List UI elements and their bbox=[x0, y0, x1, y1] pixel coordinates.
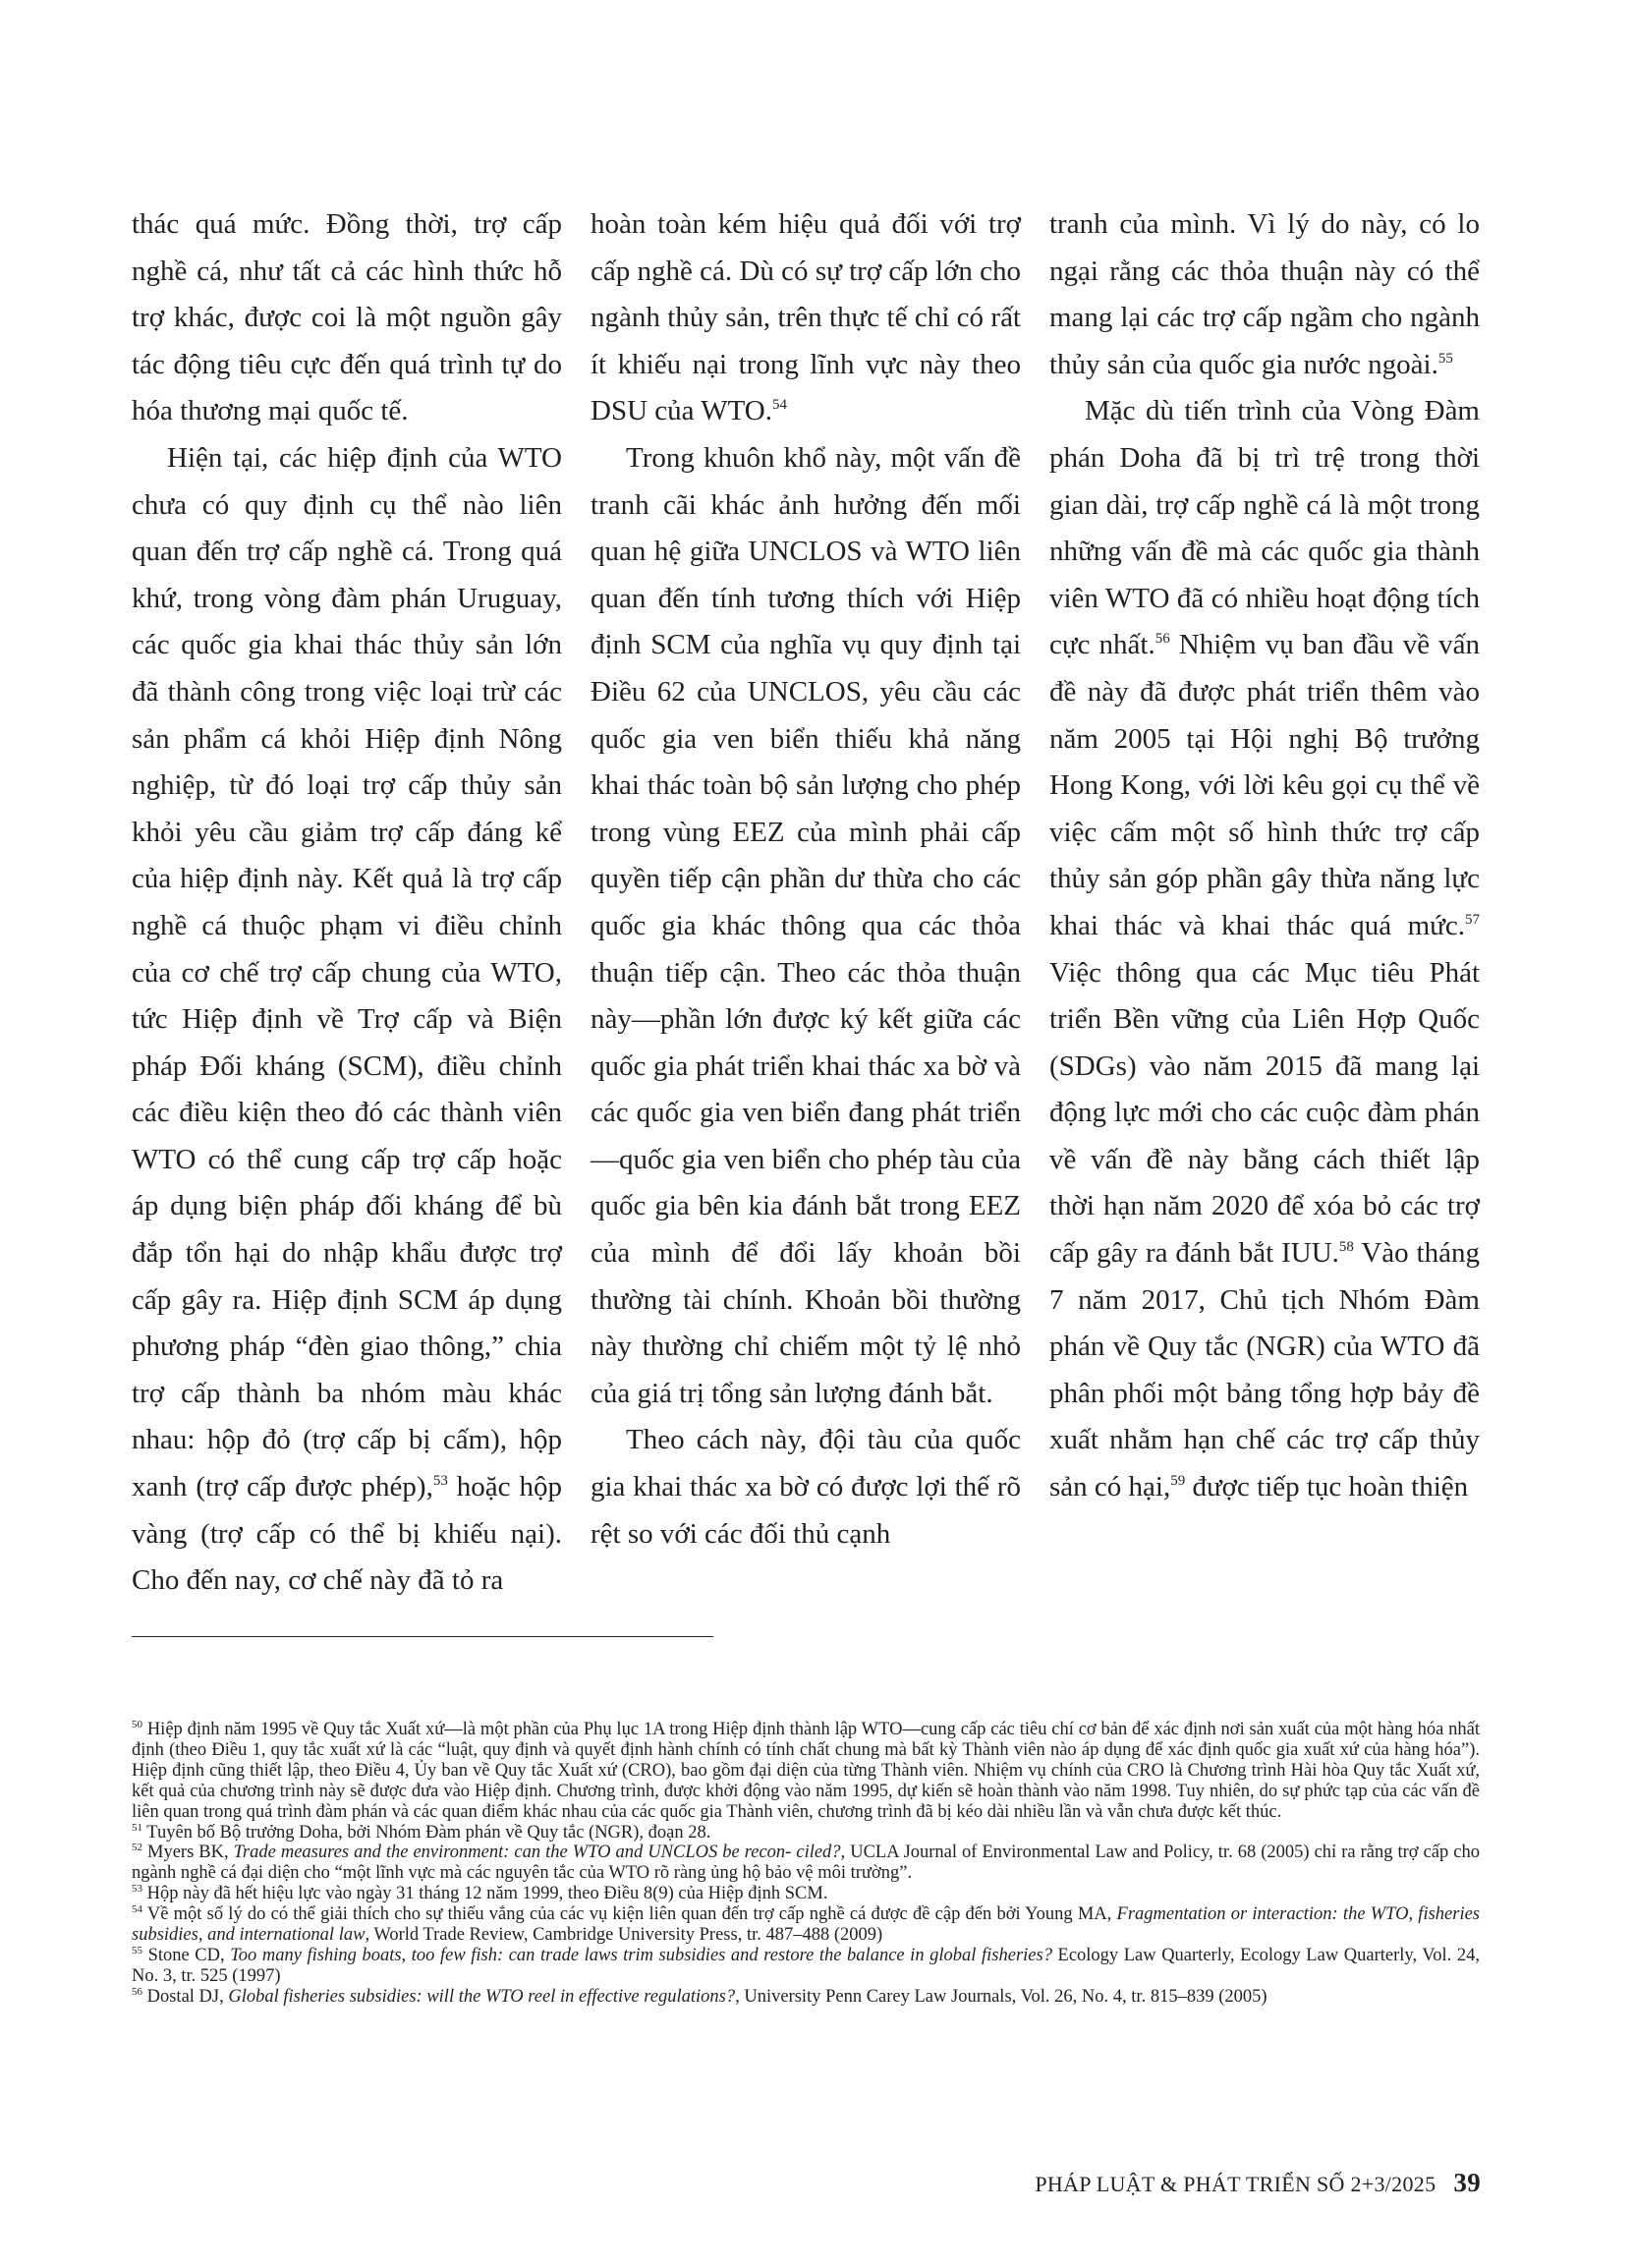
footnote-ref: 54 bbox=[772, 397, 787, 414]
page-footer bbox=[1035, 2168, 1481, 2198]
footnote bbox=[132, 1946, 1480, 1987]
footnote-ref: 58 bbox=[1338, 1239, 1354, 1256]
footnote-ref: 52 bbox=[132, 1842, 142, 1854]
footnote-ref: 50 bbox=[132, 1719, 142, 1730]
text-run: Tuyên bố Bộ trưởng Doha, bởi Nhóm Đàm phán về Quy tắc (NGR), đoạn 28. bbox=[142, 1822, 711, 1843]
footnote-ref: 55 bbox=[132, 1944, 142, 1956]
text-run: UCLA Journal of Environmental Law and Policy, tr. 68 (2005) chỉ ra rằng trợ cấp cho ngành nghề cá đại diện cho “một lĩnh vực mà các nguyên tắc của WTO rõ ràng ủng hộ bảo vệ môi trường”. bbox=[132, 1843, 1480, 1884]
footnote-ref: 59 bbox=[1170, 1473, 1186, 1490]
text-run: Nhiệm vụ ban đầu về vấn đề này đã được phát triển thêm vào năm 2005 tại Hội nghị Bộ trưởng Hong Kong, với lời kêu gọi cụ thể về việc cấm một số hình thức trợ cấp thủy sản góp phần gây thừa năng lực khai thác và khai thác quá mức. bbox=[1049, 629, 1480, 941]
journal-issue: PHÁP LUẬT & PHÁT TRIỂN SỐ 2+3/2025 bbox=[1035, 2172, 1436, 2196]
text-run: thác quá mức. Đồng thời, trợ cấp nghề cá, như tất cả các hình thức hỗ trợ khác, được coi là một nguồn gây tác động tiêu cực đến quá trình tự do hóa thương mại quốc tế. bbox=[132, 208, 562, 427]
footnote-ref: 53 bbox=[432, 1473, 448, 1490]
text-run: Hộp này đã hết hiệu lực vào ngày 31 tháng 12 năm 1999, theo Điều 8(9) của Hiệp định SCM. bbox=[142, 1884, 828, 1904]
text-run: , World Trade Review, Cambridge University Press, tr. 487–488 (2009) bbox=[365, 1925, 883, 1946]
text-column-3 bbox=[1049, 201, 1480, 1511]
text-run: Việc thông qua các Mục tiêu Phát triển Bền vững của Liên Hợp Quốc (SDGs) vào năm 2015 đã mang lại động lực mới cho các cuộc đàm phán về vấn đề này bằng cách thiết lập thời hạn năm 2020 để xóa bỏ các trợ cấp gây ra đánh bắt IUU. bbox=[1049, 956, 1480, 1270]
text-run: Trong khuôn khổ này, một vấn đề tranh cãi khác ảnh hưởng đến mối quan hệ giữa UNCLOS và WTO liên quan đến tính tương thích với Hiệp định SCM của nghĩa vụ quy định tại Điều 62 của UNCLOS, yêu cầu các quốc gia ven biển thiếu khả năng khai thác toàn bộ sản lượng cho phép trong vùng EEZ của mình phải cấp quyền tiếp cận phần dư thừa cho các quốc gia khác thông qua các thỏa thuận tiếp cận. Theo các thỏa thuận này—phần lớn được ký kết giữa các quốc gia phát triển khai thác xa bờ và các quốc gia ven biển đang phát triển—quốc gia ven biển cho phép tàu của quốc gia bên kia đánh bắt trong EEZ của mình để đổi lấy khoản bồi thường tài chính. Khoản bồi thường này thường chỉ chiếm một tỷ lệ nhỏ của giá trị tổng sản lượng đánh bắt. bbox=[591, 441, 1021, 1409]
footnote-ref: 51 bbox=[132, 1821, 142, 1834]
text-run: Hiệp định năm 1995 về Quy tắc Xuất xứ—là một phần của Phụ lục 1A trong Hiệp định thành lập WTO—cung cấp các tiêu chí cơ bản để xác định nơi sản xuất của một hàng hóa nhất định (theo Điều 1, quy tắc xuất xứ là các “luật, quy định và quyết định hành chính có tính chất chung mà bất kỳ Thành viên nào áp dụng để xác định quốc gia xuất xứ của hàng hóa”). Hiệp định cũng thiết lập, theo Điều 4, Ủy ban về Quy tắc Xuất xứ (CRO), bao gồm đại diện của từng Thành viên. Nhiệm vụ chính của CRO là Chương trình Hài hòa Quy tắc Xuất xứ, kết quả của chương trình này sẽ được đưa vào Hiệp định. Chương trình, được khởi động vào năm 1995, dự kiến sẽ hoàn thành vào năm 1998. Tuy nhiên, do sự phức tạp của các vấn đề liên quan trong quá trình đàm phán và các quan điểm khác nhau của các quốc gia Thành viên, chương trình đã bị kéo dài nhiều lần và vẫn chưa được kết thúc. bbox=[132, 1720, 1480, 1822]
text-run: Ecology Law Quarterly, Ecology Law Quarterly, Vol. 24, No. 3, tr. 525 (1997) bbox=[132, 1945, 1480, 1986]
text-run: Mặc dù tiến trình của Vòng Đàm phán Doha đã bị trì trệ trong thời gian dài, trợ cấp nghề cá là một trong những vấn đề mà các quốc gia thành viên WTO đã có nhiều hoạt động tích cực nhất. bbox=[1049, 395, 1480, 661]
footnote bbox=[132, 1987, 1480, 2008]
text-run: Hiện tại, các hiệp định của WTO chưa có quy định cụ thể nào liên quan đến trợ cấp nghề cá. Trong quá khứ, trong vòng đàm phán Uruguay, các quốc gia khai thác thủy sản lớn đã thành công trong việc loại trừ các sản phẩm cá khỏi Hiệp định Nông nghiệp, từ đó loại trợ cấp thủy sản khỏi yêu cầu giảm trợ cấp đáng kể của hiệp định này. Kết quả là trợ cấp nghề cá thuộc phạm vi điều chỉnh của cơ chế trợ cấp chung của WTO, tức Hiệp định về Trợ cấp và Biện pháp Đối kháng (SCM), điều chỉnh các điều kiện theo đó các thành viên WTO có thể cung cấp trợ cấp hoặc áp dụng biện pháp đối kháng để bù đắp tổn hại do nhập khẩu được trợ cấp gây ra. Hiệp định SCM áp dụng phương pháp “đèn giao thông,” chia trợ cấp thành ba nhóm màu khác nhau: hộp đỏ (trợ cấp bị cấm), hộp xanh (trợ cấp được phép), bbox=[132, 441, 562, 1503]
paragraph bbox=[1049, 388, 1480, 1510]
text-run: được tiếp tục hoàn thiện bbox=[1185, 1471, 1469, 1503]
footnote-ref: 57 bbox=[1465, 911, 1480, 928]
paragraph bbox=[132, 435, 562, 1605]
text-run: Dostal DJ, bbox=[142, 1986, 229, 2007]
footnote-ref: 56 bbox=[1154, 631, 1170, 648]
text-column-1 bbox=[132, 201, 562, 1605]
text-run: Theo cách này, đội tàu của quốc gia khai thác xa bờ có được lợi thế rõ rệt so với các đối thủ cạnh bbox=[591, 1424, 1021, 1550]
footnote-ref: 55 bbox=[1437, 350, 1453, 367]
text-run: Myers BK, bbox=[142, 1843, 234, 1863]
footnote-separator bbox=[132, 1636, 713, 1637]
paragraph bbox=[132, 201, 562, 435]
footnote-ref: 53 bbox=[132, 1883, 142, 1896]
page-number: 39 bbox=[1453, 2168, 1481, 2197]
italic-title: Too many fishing boats, too few fish: can trade laws trim subsidies and restore the balance in global fisheries? bbox=[230, 1945, 1052, 1965]
text-run: Vào tháng 7 năm 2017, Chủ tịch Nhóm Đàm phán về Quy tắc (NGR) của WTO đã phân phối một bảng tổng hợp bảy đề xuất nhằm hạn chế các trợ cấp thủy sản có hại, bbox=[1049, 1237, 1480, 1503]
footnote-ref: 54 bbox=[132, 1903, 142, 1916]
text-run: tranh của mình. Vì lý do này, có lo ngại rằng các thỏa thuận này có thể mang lại các trợ cấp ngầm cho ngành thủy sản của quốc gia nước ngoài. bbox=[1049, 208, 1480, 380]
italic-title: Global fisheries subsidies: will the WTO reel in effective regulations?, bbox=[228, 1986, 740, 2007]
paragraph bbox=[1049, 201, 1480, 388]
paragraph bbox=[591, 435, 1021, 1417]
italic-title: Trade measures and the environment: can the WTO and UNCLOS be recon- ciled?, bbox=[233, 1843, 846, 1863]
footnote bbox=[132, 1843, 1480, 1884]
footnote bbox=[132, 1904, 1480, 1946]
text-run: University Penn Carey Law Journals, Vol. 26, No. 4, tr. 815–839 (2005) bbox=[739, 1986, 1267, 2007]
text-run: Stone CD, bbox=[142, 1945, 231, 1965]
paragraph bbox=[591, 201, 1021, 435]
footnote bbox=[132, 1884, 1480, 1904]
text-run: hoặc hộp vàng (trợ cấp có thể bị khiếu nại). Cho đến nay, cơ chế này đã tỏ ra bbox=[132, 1471, 562, 1597]
paragraph bbox=[591, 1417, 1021, 1558]
footnote-ref: 56 bbox=[132, 1985, 142, 1998]
text-run: Về một số lý do có thể giải thích cho sự thiếu vắng của các vụ kiện liên quan đến trợ cấp nghề cá được đề cập đến bởi Young MA, bbox=[142, 1904, 1117, 1925]
footnote bbox=[132, 1823, 1480, 1843]
text-column-2 bbox=[591, 201, 1021, 1558]
footnote bbox=[132, 1720, 1480, 1823]
text-run: hoàn toàn kém hiệu quả đối với trợ cấp nghề cá. Dù có sự trợ cấp lớn cho ngành thủy sản, trên thực tế chỉ có rất ít khiếu nại trong lĩnh vực này theo DSU của WTO. bbox=[591, 208, 1021, 427]
footnotes bbox=[132, 1720, 1480, 2008]
italic-title: Fragmentation or interaction: the WTO, fisheries subsidies, and international law bbox=[132, 1904, 1480, 1946]
